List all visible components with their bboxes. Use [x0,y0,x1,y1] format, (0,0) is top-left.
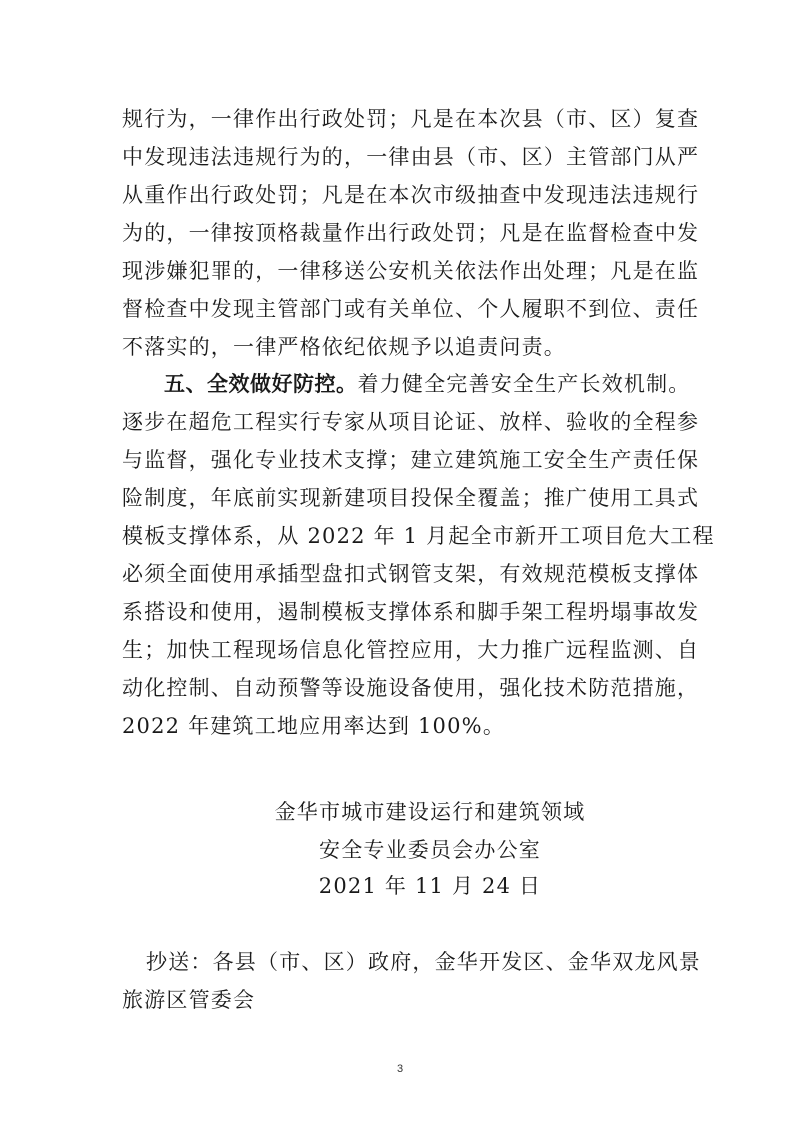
section-five-line: 逐步在超危工程实行专家从项目论证、放样、验收的全程参 [122,410,700,434]
section-five-heading: 五、全效做好防控。 [164,372,358,396]
issuing-org-line1: 金华市城市建设运行和建筑领域 [274,800,586,824]
issue-date: 2021 年 11 月 24 日 [318,874,542,898]
section-five-line: 模板支撑体系，从 2022 年 1 月起全市新开工项目危大工程 [122,524,715,548]
section-five-line: 与监督，强化专业技术支撑；建立建筑施工安全生产责任保 [122,448,700,472]
section-five-line: 2022 年建筑工地应用率达到 100%。 [122,714,506,738]
section-five-line: 必须全面使用承插型盘扣式钢管支架，有效规范模板支撑体 [122,562,700,586]
body-line: 为的，一律按顶格裁量作出行政处罚；凡是在监督检查中发 [122,221,700,245]
cc-line: 抄送：各县（市、区）政府，金华开发区、金华双龙风景 [146,950,701,974]
section-five-line: 系搭设和使用，遏制模板支撑体系和脚手架工程坍塌事故发 [122,600,700,624]
body-line: 现涉嫌犯罪的，一律移送公安机关依法作出处理；凡是在监 [122,259,700,283]
issuing-org-line2: 安全专业委员会办公室 [319,838,541,862]
body-line: 中发现违法违规行为的，一律由县（市、区）主管部门从严 [122,145,700,169]
page-number: 3 [396,1063,404,1075]
section-five-line: 险制度，年底前实现新建项目投保全覆盖；推广使用工具式 [122,486,700,510]
body-line: 督检查中发现主管部门或有关单位、个人履职不到位、责任 [122,297,700,321]
body-line: 不落实的，一律严格依纪依规予以追责问责。 [122,335,566,359]
section-five-lead: 着力健全完善安全生产长效机制。 [357,372,691,396]
cc-line: 旅游区管委会 [122,988,256,1012]
body-line: 规行为，一律作出行政处罚；凡是在本次县（市、区）复查 [122,107,700,131]
body-line: 从重作出行政处罚；凡是在本次市级抽查中发现违法违规行 [122,183,700,207]
section-five-line: 生；加快工程现场信息化管控应用，大力推广远程监测、自 [122,638,700,662]
section-five-first-line [164,366,691,402]
section-five-line: 动化控制、自动预警等设施设备使用，强化技术防范措施， [122,676,700,700]
